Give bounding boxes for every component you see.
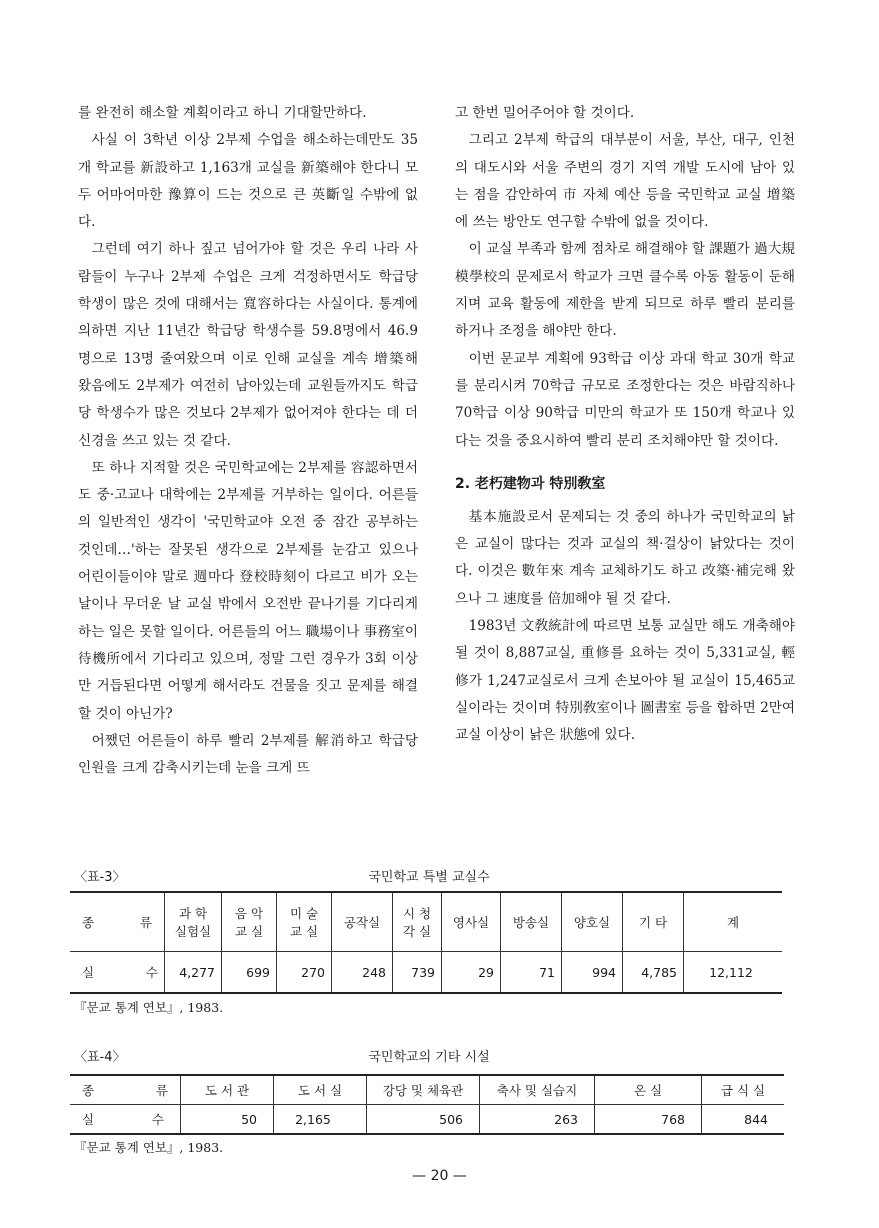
paragraph: 基本施設로서 문제되는 것 중의 하나가 국민학교의 낡은 교실이 많다는 것과 교실의 책·걸상이 낡았다는 것이다. 이것은 數年來 계속 교체하기도 하고 改築·補完해 왔으나 그 速度를 倍加해야 될 것 같다.: [455, 508, 795, 607]
table-cell: 270: [277, 952, 332, 994]
right-column: [455, 100, 795, 750]
paragraph: 사실 이 3학년 이상 2부제 수업을 해소하는데만도 35개 학교를 新設하고 1,163개 교실을 新築해야 한다니 모두 어마어마한 豫算이 드는 것으로 큰 英斷일 수밖에 없다.: [78, 132, 418, 231]
table3-title: 국민학교 특별 교실수: [368, 870, 490, 885]
page-number: — 20 —: [412, 1168, 467, 1184]
paragraph: 이번 문교부 계획에 93학급 이상 과대 학교 30개 학교를 분리시켜 70학급 규모로 조정한다는 것은 바람직하나 70학급 이상 90학급 미만의 학교가 또 150개 학교나 있다는 것을 중요시하여 빨리 분리 조치해야만 할 것이다.: [455, 350, 795, 449]
table-cell: 768: [595, 1105, 702, 1135]
table-cell: 699: [222, 952, 277, 994]
table4-source: 『문교 통계 연보』, 1983.: [74, 1140, 224, 1155]
table-cell: 4,785: [623, 952, 684, 994]
table-cell: 50: [181, 1105, 274, 1135]
table-cell: 4,277: [165, 952, 222, 994]
table4-label: 〈표-4〉: [74, 1050, 126, 1065]
table-cell: 506: [367, 1105, 480, 1135]
row-header: 종 류: [70, 892, 165, 952]
column-header: 계: [684, 892, 783, 952]
column-header: 도 서 관: [181, 1075, 274, 1105]
table-cell: 844: [702, 1105, 785, 1135]
column-header: 축사 및 실습지: [480, 1075, 595, 1105]
table-cell: 994: [562, 952, 623, 994]
column-header: 미 술 교 실: [277, 892, 332, 952]
column-header: 영사실: [442, 892, 501, 952]
column-header: 도 서 실: [274, 1075, 367, 1105]
paragraph: 이 교실 부족과 함께 점차로 해결해야 할 課題가 過大規模學校의 문제로서 학교가 크면 클수록 아동 활동이 둔해지며 교육 활동에 제한을 받게 되므로 하루 빨리 분리를 하거나 조정을 해야만 한다.: [455, 241, 795, 340]
table4-caption: [74, 1046, 784, 1068]
column-header: 공작실: [332, 892, 393, 952]
column-header: 온 실: [595, 1075, 702, 1105]
table-cell: 12,112: [684, 952, 783, 994]
table-cell: 71: [501, 952, 562, 994]
table-header-row: [70, 892, 782, 952]
row-header: 종 류: [70, 1075, 181, 1105]
column-header: 급 식 실: [702, 1075, 785, 1105]
table-cell: 2,165: [274, 1105, 367, 1135]
table3-source: 『문교 통계 연보』, 1983.: [74, 1000, 224, 1015]
table-row: [70, 1105, 784, 1135]
column-header: 강당 및 체육관: [367, 1075, 480, 1105]
table4: [70, 1074, 784, 1135]
table-cell: 739: [393, 952, 442, 994]
table-row: [70, 952, 782, 994]
left-column: [78, 100, 418, 782]
paragraph: 그런데 여기 하나 짚고 넘어가야 할 것은 우리 나라 사람들이 누구나 2부제 수업은 크게 걱정하면서도 학급당 학생이 많은 것에 대해서는 寬容하다는 사실이다. 통계에 의하면 지난 11년간 학급당 학생수를 59.8명에서 46.9명으로 13명 줄여왔으며 이로 인해 교실을 계속 增築해 왔음에도 2부제가 여전히 남아있는데 교원들까지도 학급당 학생수가 많은 것보다 2부제가 없어져야 한다는 데 더 신경을 쓰고 있는 것 같다.: [78, 241, 418, 449]
table3: [70, 891, 782, 994]
section-heading: 2. 老朽建物과 特別敎室: [455, 475, 606, 492]
paragraph: 1983년 文敎統計에 따르면 보통 교실만 해도 개축해야 될 것이 8,887교실, 重修를 요하는 것이 5,331교실, 輕修가 1,247교실로서 크게 손보아야 될 교실이 15,465교실이라는 것이며 特別敎室이나 圖書室 등을 합하면 2만여 교실 이상이 낡은 狀態에 있다.: [455, 618, 795, 744]
table-cell: 248: [332, 952, 393, 994]
table-cell: 29: [442, 952, 501, 994]
table-cell: 263: [480, 1105, 595, 1135]
paragraph: 그리고 2부제 학급의 대부분이 서울, 부산, 대구, 인천의 대도시와 서울 주변의 경기 지역 개발 도시에 남아 있는 점을 감안하여 市 자체 예산 등을 국민학교 교실 增築에 쓰는 방안도 연구할 수밖에 없을 것이다.: [455, 132, 795, 231]
paragraph: 를 완전히 해소할 계획이라고 하니 기대할만하다.: [78, 105, 367, 121]
paragraph: 고 한번 밀어주어야 할 것이다.: [455, 105, 635, 121]
column-header: 시 청 각 실: [393, 892, 442, 952]
column-header: 음 악 교 실: [222, 892, 277, 952]
table4-title: 국민학교의 기타 시설: [368, 1050, 490, 1065]
paragraph: 어쨌던 어른들이 하루 빨리 2부제를 解消하고 학급당 인원을 크게 감축시키는데 눈을 크게 뜨: [78, 732, 418, 777]
column-header: 기 타: [623, 892, 684, 952]
table-header-row: [70, 1075, 784, 1105]
table3-label: 〈표-3〉: [74, 870, 126, 885]
column-header: 과 학 실험실: [165, 892, 222, 952]
column-header: 양호실: [562, 892, 623, 952]
body-text: [78, 100, 800, 845]
table3-caption: [74, 866, 784, 888]
row-header: 실 수: [70, 1105, 181, 1135]
row-header: 실 수: [70, 952, 165, 994]
paragraph: 또 하나 지적할 것은 국민학교에는 2부제를 容認하면서도 중·고교나 대학에는 2부제를 거부하는 일이다. 어른들의 일반적인 생각이 '국민학교야 오전 중 잠간 공부하는 것인데…'하는 잘못된 생각으로 2부제를 눈감고 있으나 어린이들이야 말로 週마다 登校時刻이 다르고 비가 오는 날이나 무더운 날 교실 밖에서 오전반 끝나기를 기다리게 하는 일은 못할 일이다. 어른들의 어느 職場이나 事務室이 待機所에서 기다리고 있으며, 정말 그런 경우가 3회 이상만 거듭된다면 어떻게 해서라도 건물을 짓고 문제를 해결할 것이 아닌가?: [78, 459, 418, 722]
column-header: 방송실: [501, 892, 562, 952]
